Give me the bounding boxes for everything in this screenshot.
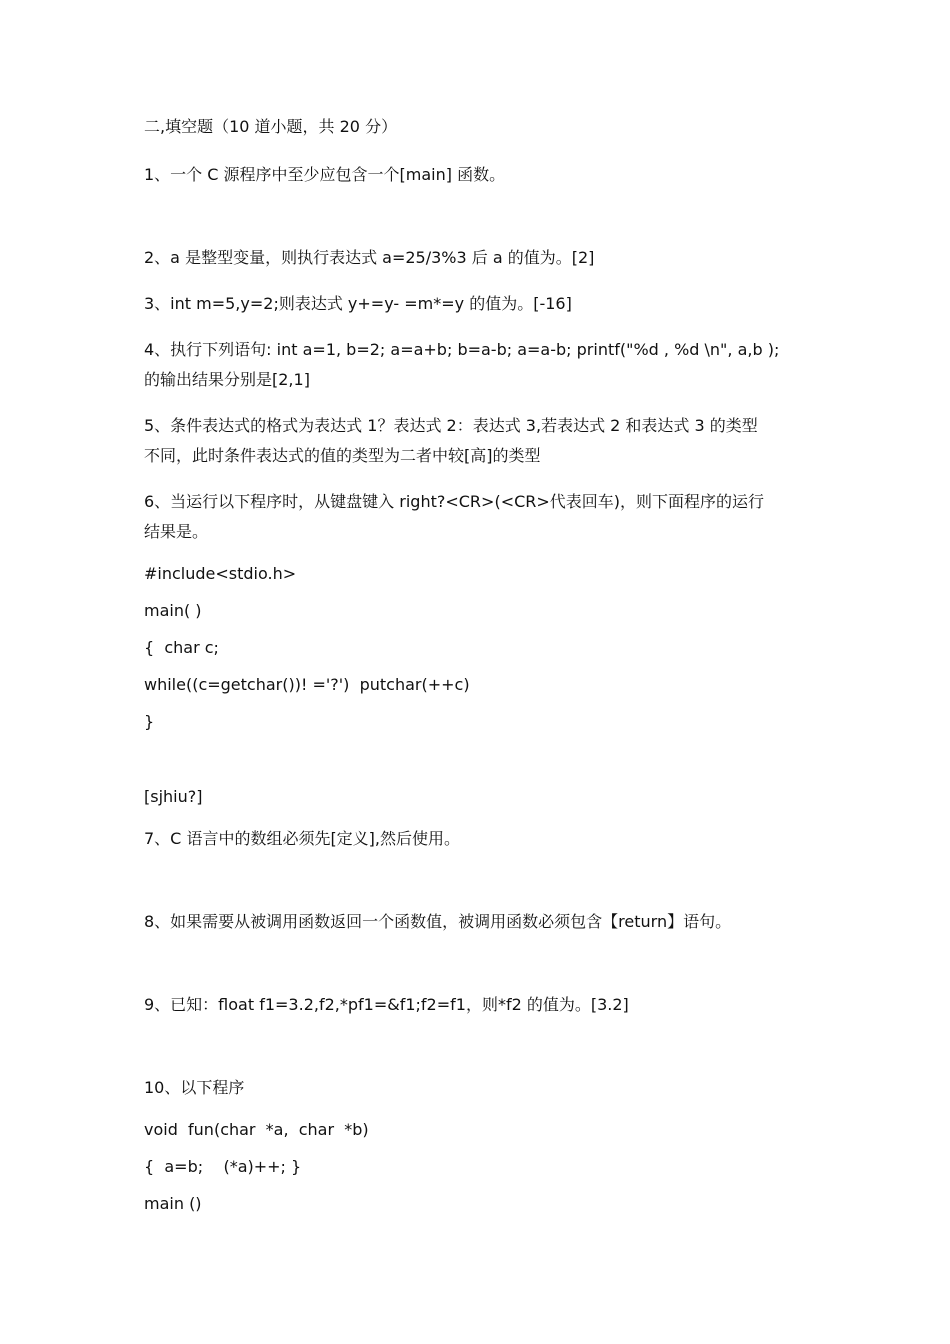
question-6-line-1: 6、当运行以下程序时，从键盘键入 right?<CR>(<CR>代表回车)，则下面程序的运行 — [144, 492, 765, 511]
section-title: 二,填空题（10 道小题，共 20 分） — [144, 117, 398, 136]
code-line: void fun(char *a, char *b) — [144, 1120, 369, 1139]
question-7: 7、C 语言中的数组必须先[定义],然后使用。 — [144, 829, 461, 848]
question-3: 3、int m=5,y=2;则表达式 y+=y- =m*=y 的值为。[-16] — [144, 294, 572, 313]
question-6-line-2: 结果是。 — [144, 522, 209, 541]
code-line: main () — [144, 1194, 202, 1213]
code-line: } — [144, 712, 155, 731]
code-line: while((c=getchar())! ='?') putchar(++c) — [144, 675, 470, 694]
question-9: 9、已知：float f1=3.2,f2,*pf1=&f1;f2=f1，则*f2 的值为。[3.2] — [144, 995, 629, 1014]
question-5-line-2: 不同，此时条件表达式的值的类型为二者中较[高]的类型 — [144, 446, 541, 465]
question-8: 8、如果需要从被调用函数返回一个函数值，被调用函数必须包含【return】语句。 — [144, 912, 732, 931]
code-line: { char c; — [144, 638, 219, 657]
question-4-line-2: 的输出结果分别是[2,1] — [144, 370, 310, 389]
code-line: #include<stdio.h> — [144, 564, 297, 583]
question-2: 2、a 是整型变量，则执行表达式 a=25/3%3 后 a 的值为。[2] — [144, 248, 595, 267]
code-line: { a=b; (*a)++; } — [144, 1157, 302, 1176]
answer-6: [sjhiu?] — [144, 787, 203, 806]
question-1: 1、一个 C 源程序中至少应包含一个[main] 函数。 — [144, 165, 506, 184]
question-4-line-1: 4、执行下列语句: int a=1, b=2; a=a+b; b=a-b; a=a-b; printf("%d , %d \n", a,b ); — [144, 340, 780, 359]
question-10: 10、以下程序 — [144, 1078, 245, 1097]
code-line: main( ) — [144, 601, 202, 620]
question-5-line-1: 5、条件表达式的格式为表达式 1？表达式 2：表达式 3,若表达式 2 和表达式 3 的类型 — [144, 416, 758, 435]
